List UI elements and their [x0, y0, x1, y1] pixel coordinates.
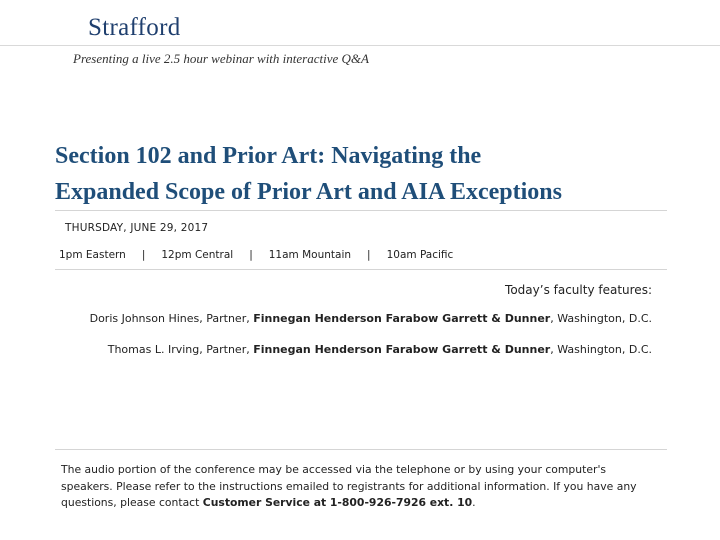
faculty-firm: Finnegan Henderson Farabow Garrett & Dunner	[253, 312, 551, 325]
time-eastern: 1pm Eastern	[59, 249, 126, 261]
faculty-location: , Washington, D.C.	[550, 343, 652, 356]
webinar-title	[55, 138, 695, 210]
footer-text: The audio portion of the conference may be accessed via the telephone or by using your computer's speakers. Please refer to the instructions emailed to registrants for additional information. If you have any questions, please contact	[61, 463, 637, 509]
time-pacific: 10am Pacific	[386, 249, 454, 261]
time-mountain: 11am Mountain	[268, 249, 352, 261]
time-central: 12pm Central	[161, 249, 234, 261]
divider-bottom	[55, 449, 667, 450]
divider-top	[55, 210, 667, 211]
faculty-heading: Today’s faculty features:	[505, 283, 652, 297]
divider-middle	[55, 269, 667, 270]
footer-end: .	[472, 496, 476, 509]
header-divider	[0, 45, 720, 46]
faculty-name-role: Doris Johnson Hines, Partner,	[89, 312, 254, 325]
time-separator: |	[141, 249, 146, 261]
strafford-logo: Strafford	[88, 14, 181, 41]
time-zones	[59, 249, 453, 261]
title-line-2: Expanded Scope of Prior Art and AIA Exceptions	[55, 179, 562, 205]
faculty-member-2	[108, 343, 652, 356]
webinar-date: THURSDAY, JUNE 29, 2017	[65, 222, 209, 234]
faculty-name-role: Thomas L. Irving, Partner,	[107, 343, 254, 356]
faculty-member-1	[90, 312, 652, 325]
title-line-1: Section 102 and Prior Art: Navigating the	[55, 143, 482, 169]
time-separator: |	[367, 249, 371, 261]
audio-instructions	[61, 462, 661, 512]
time-separator: |	[249, 249, 253, 261]
faculty-location: , Washington, D.C.	[550, 312, 652, 325]
customer-service-contact: Customer Service at 1-800-926-7926 ext. 10	[202, 496, 473, 509]
tagline: Presenting a live 2.5 hour webinar with interactive Q&A	[73, 51, 369, 66]
faculty-firm: Finnegan Henderson Farabow Garrett & Dunner	[253, 343, 551, 356]
